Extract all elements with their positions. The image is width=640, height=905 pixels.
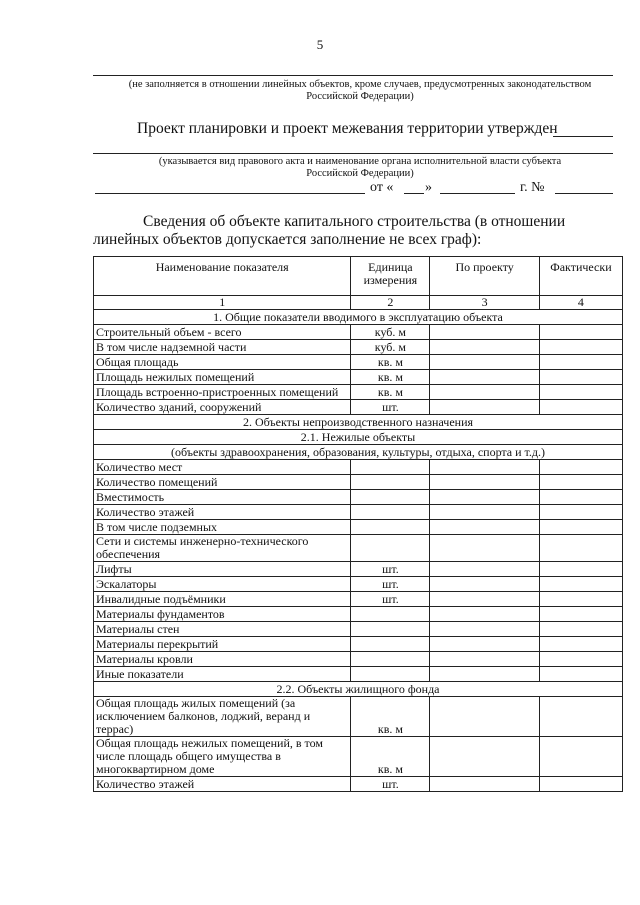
- section-title: (объекты здравоохранения, образования, культуры, отдыха, спорта и т.д.): [94, 445, 623, 460]
- project-value-cell[interactable]: [430, 637, 539, 652]
- project-value-cell[interactable]: [430, 667, 539, 682]
- project-value-cell[interactable]: [430, 505, 539, 520]
- indicator-name: Инвалидные подъёмники: [94, 592, 351, 607]
- table-row: [94, 652, 623, 667]
- unit-cell: [351, 622, 430, 637]
- indicator-name: Материалы стен: [94, 622, 351, 637]
- table-row: [94, 490, 623, 505]
- unit-cell: [351, 652, 430, 667]
- project-value-cell[interactable]: [430, 622, 539, 637]
- project-value-cell[interactable]: [430, 737, 539, 777]
- indicator-name: Эскалаторы: [94, 577, 351, 592]
- actual-value-cell[interactable]: [539, 355, 622, 370]
- from-mid: »: [425, 180, 432, 195]
- table-row: [94, 697, 623, 737]
- indicator-name: Сети и системы инженерно-технического обеспечения: [94, 535, 351, 562]
- actual-value-cell[interactable]: [539, 505, 622, 520]
- project-value-cell[interactable]: [430, 577, 539, 592]
- indicator-name: Количество мест: [94, 460, 351, 475]
- indicator-name: Количество этажей: [94, 777, 351, 792]
- table-row: [94, 667, 623, 682]
- section-row: [94, 310, 623, 325]
- unit-cell: шт.: [351, 592, 430, 607]
- project-value-cell[interactable]: [430, 475, 539, 490]
- actual-value-cell[interactable]: [539, 562, 622, 577]
- indicator-name: В том числе подземных: [94, 520, 351, 535]
- table-row: [94, 737, 623, 777]
- table-row: [94, 622, 623, 637]
- section-title: 2.2. Объекты жилищного фонда: [94, 682, 623, 697]
- table-row: [94, 592, 623, 607]
- actual-value-cell[interactable]: [539, 325, 622, 340]
- unit-cell: [351, 667, 430, 682]
- table-row: [94, 385, 623, 400]
- indicator-name: Материалы перекрытий: [94, 637, 351, 652]
- actual-value-cell[interactable]: [539, 475, 622, 490]
- table-header-row: [94, 257, 623, 296]
- unit-cell: [351, 460, 430, 475]
- unit-cell: куб. м: [351, 340, 430, 355]
- project-value-cell[interactable]: [430, 460, 539, 475]
- actual-value-cell[interactable]: [539, 535, 622, 562]
- column-number: 4: [539, 296, 622, 310]
- actual-value-cell[interactable]: [539, 667, 622, 682]
- indicator-name: Иные показатели: [94, 667, 351, 682]
- indicator-name: Лифты: [94, 562, 351, 577]
- table-row: [94, 475, 623, 490]
- table-row: [94, 355, 623, 370]
- actual-value-cell[interactable]: [539, 637, 622, 652]
- indicator-name: Количество зданий, сооружений: [94, 400, 351, 415]
- approval-heading: Проект планировки и проект межевания территории утвержден: [137, 120, 558, 137]
- table-row: [94, 637, 623, 652]
- header-cell: Наименование показателя: [94, 257, 351, 296]
- number-blank: [555, 193, 613, 194]
- unit-cell: кв. м: [351, 697, 430, 737]
- section-row: [94, 415, 623, 430]
- section-row: [94, 682, 623, 697]
- actual-value-cell[interactable]: [539, 400, 622, 415]
- table-row: [94, 505, 623, 520]
- unit-cell: [351, 475, 430, 490]
- section-row: [94, 445, 623, 460]
- indicator-name: В том числе надземной части: [94, 340, 351, 355]
- approval-note: (указывается вид правового акта и наименование органа исполнительной власти субъекта Российской Федерации): [158, 156, 562, 179]
- approval-blank: [553, 136, 613, 137]
- unit-cell: куб. м: [351, 325, 430, 340]
- unit-cell: [351, 535, 430, 562]
- page-number: 5: [316, 37, 324, 52]
- table-row: [94, 777, 623, 792]
- header-cell: По проекту: [430, 257, 539, 296]
- project-value-cell[interactable]: [430, 520, 539, 535]
- unit-cell: [351, 490, 430, 505]
- unit-cell: [351, 520, 430, 535]
- unit-cell: кв. м: [351, 370, 430, 385]
- actual-value-cell[interactable]: [539, 340, 622, 355]
- table-row: [94, 460, 623, 475]
- actual-value-cell[interactable]: [539, 777, 622, 792]
- indicators-table: [93, 256, 623, 792]
- table-row: [94, 400, 623, 415]
- unit-cell: [351, 637, 430, 652]
- header-cell: Единица измерения: [351, 257, 430, 296]
- column-number: 1: [94, 296, 351, 310]
- indicator-name: Количество этажей: [94, 505, 351, 520]
- column-number: 2: [351, 296, 430, 310]
- unit-cell: кв. м: [351, 355, 430, 370]
- table-row: [94, 535, 623, 562]
- year-label: г. №: [520, 180, 545, 195]
- actual-value-cell[interactable]: [539, 520, 622, 535]
- unit-cell: кв. м: [351, 737, 430, 777]
- project-value-cell[interactable]: [430, 325, 539, 340]
- table-row: [94, 370, 623, 385]
- unit-cell: [351, 607, 430, 622]
- table-row: [94, 607, 623, 622]
- section-title: 2.1. Нежилые объекты: [94, 430, 623, 445]
- actual-value-cell[interactable]: [539, 697, 622, 737]
- section-title: 1. Общие показатели вводимого в эксплуатацию объекта: [94, 310, 623, 325]
- project-value-cell[interactable]: [430, 400, 539, 415]
- actual-value-cell[interactable]: [539, 385, 622, 400]
- column-number: 3: [430, 296, 539, 310]
- actual-value-cell[interactable]: [539, 607, 622, 622]
- table-row: [94, 340, 623, 355]
- indicator-name: Материалы фундаментов: [94, 607, 351, 622]
- date-line-rule-1: [95, 193, 365, 194]
- unit-cell: шт.: [351, 400, 430, 415]
- indicator-name: Строительный объем - всего: [94, 325, 351, 340]
- indicator-name: Площадь встроенно-пристроенных помещений: [94, 385, 351, 400]
- project-value-cell[interactable]: [430, 777, 539, 792]
- section-row: [94, 430, 623, 445]
- project-value-cell[interactable]: [430, 607, 539, 622]
- project-value-cell[interactable]: [430, 652, 539, 667]
- project-value-cell[interactable]: [430, 355, 539, 370]
- day-blank: [404, 193, 424, 194]
- top-note: (не заполняется в отношении линейных объектов, кроме случаев, предусмотренных законодательством Российской Федерации): [128, 79, 592, 102]
- actual-value-cell[interactable]: [539, 577, 622, 592]
- indicator-name: Общая площадь жилых помещений (за исключением балконов, лоджий, веранд и террас): [94, 697, 351, 737]
- actual-value-cell[interactable]: [539, 490, 622, 505]
- indicator-name: Площадь нежилых помещений: [94, 370, 351, 385]
- actual-value-cell[interactable]: [539, 622, 622, 637]
- project-value-cell[interactable]: [430, 490, 539, 505]
- indicator-name: Общая площадь: [94, 355, 351, 370]
- intro-text: Сведения об объекте капитального строительства (в отношении линейных объектов допускается заполнение не всех граф):: [93, 213, 566, 248]
- project-value-cell[interactable]: [430, 385, 539, 400]
- approval-rule: [93, 153, 613, 154]
- project-value-cell[interactable]: [430, 370, 539, 385]
- table-row: [94, 325, 623, 340]
- table-row: [94, 577, 623, 592]
- section-title: 2. Объекты непроизводственного назначения: [94, 415, 623, 430]
- column-number-row: [94, 296, 623, 310]
- actual-value-cell[interactable]: [539, 592, 622, 607]
- project-value-cell[interactable]: [430, 340, 539, 355]
- actual-value-cell[interactable]: [539, 737, 622, 777]
- indicator-name: Материалы кровли: [94, 652, 351, 667]
- unit-cell: кв. м: [351, 385, 430, 400]
- from-label: от «: [370, 180, 394, 195]
- unit-cell: шт.: [351, 577, 430, 592]
- table-row: [94, 562, 623, 577]
- indicator-name: Количество помещений: [94, 475, 351, 490]
- project-value-cell[interactable]: [430, 562, 539, 577]
- unit-cell: шт.: [351, 777, 430, 792]
- indicator-name: Вместимость: [94, 490, 351, 505]
- project-value-cell[interactable]: [430, 592, 539, 607]
- header-cell: Фактически: [539, 257, 622, 296]
- unit-cell: [351, 505, 430, 520]
- unit-cell: шт.: [351, 562, 430, 577]
- indicator-name: Общая площадь нежилых помещений, в том числе площадь общего имущества в многоквартирном доме: [94, 737, 351, 777]
- project-value-cell[interactable]: [430, 697, 539, 737]
- actual-value-cell[interactable]: [539, 652, 622, 667]
- actual-value-cell[interactable]: [539, 460, 622, 475]
- actual-value-cell[interactable]: [539, 370, 622, 385]
- month-blank: [440, 193, 515, 194]
- project-value-cell[interactable]: [430, 535, 539, 562]
- top-rule: [93, 75, 613, 76]
- table-row: [94, 520, 623, 535]
